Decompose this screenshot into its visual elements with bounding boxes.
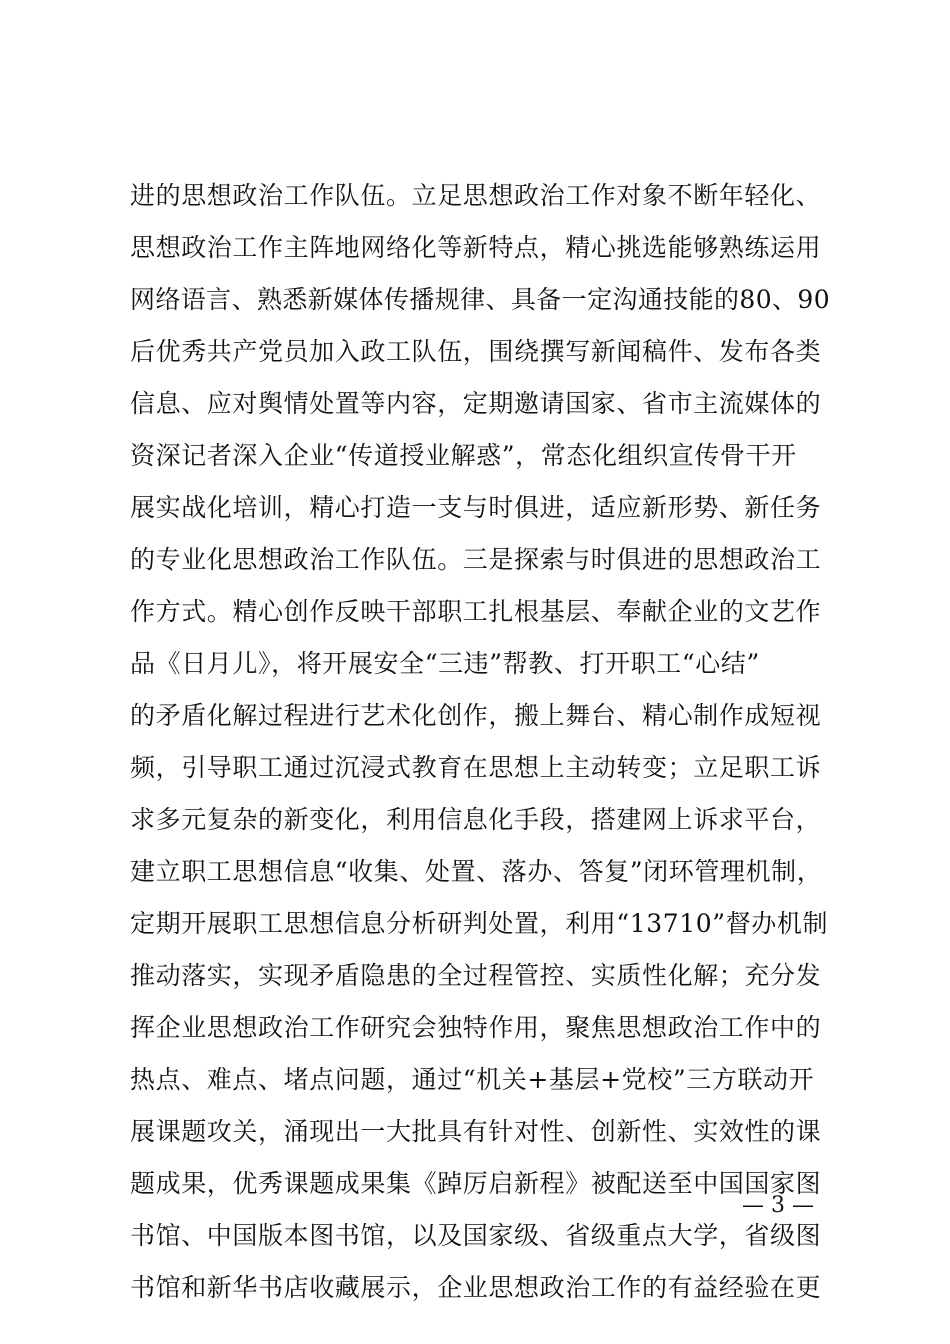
text-line: 求多元复杂的新变化，利用信息化手段，搭建网上诉求平台， [130, 805, 822, 834]
text-line: 建立职工思想信息“收集、处置、落办、答复”闭环管理机制， [130, 857, 823, 886]
text-line: 展实战化培训，精心打造一支与时俱进，适应新形势、新任务 [130, 493, 822, 522]
text-line: 题成果，优秀课题成果集《踔厉启新程》被配送至中国国家图 [130, 1169, 822, 1198]
text-line: 定期开展职工思想信息分析研判处置，利用“13710”督办机制 [130, 909, 829, 938]
text-line: 热点、难点、堵点问题，通过“机关+基层+党校”三方联动开 [130, 1065, 815, 1094]
text-line: 展课题攻关，涌现出一大批具有针对性、创新性、实效性的课 [130, 1117, 822, 1146]
text-line: 的矛盾化解过程进行艺术化创作，搬上舞台、精心制作成短视 [130, 701, 822, 730]
text-line: 品《日月儿》，将开展安全“三违”帮教、打开职工“心结” [130, 649, 760, 678]
text-line: 书馆和新华书店收藏展示，企业思想政治工作的有益经验在更 [130, 1273, 822, 1302]
text-line: 挥企业思想政治工作研究会独特作用，聚焦思想政治工作中的 [130, 1013, 822, 1042]
text-line: 资深记者深入企业“传道授业解惑”，常态化组织宣传骨干开 [130, 441, 797, 470]
text-line: 频，引导职工通过沉浸式教育在思想上主动转变；立足职工诉 [130, 753, 822, 782]
page-number: — 3 — [742, 1193, 814, 1218]
text-line: 书馆、中国版本图书馆，以及国家级、省级重点大学，省级图 [130, 1221, 822, 1250]
text-line: 作方式。精心创作反映干部职工扎根基层、奉献企业的文艺作 [130, 597, 822, 626]
text-line: 的专业化思想政治工作队伍。三是探索与时俱进的思想政治工 [130, 545, 822, 574]
body-text [130, 170, 830, 1314]
text-line: 推动落实，实现矛盾隐患的全过程管控、实质性化解；充分发 [130, 961, 822, 990]
text-line: 网络语言、熟悉新媒体传播规律、具备一定沟通技能的80、90 [130, 285, 831, 314]
text-line: 后优秀共产党员加入政工队伍，围绕撰写新闻稿件、发布各类 [130, 337, 822, 366]
text-line: 思想政治工作主阵地网络化等新特点，精心挑选能够熟练运用 [130, 233, 822, 262]
text-line: 进的思想政治工作队伍。立足思想政治工作对象不断年轻化、 [130, 181, 822, 210]
text-line: 信息、应对舆情处置等内容，定期邀请国家、省市主流媒体的 [130, 389, 822, 418]
